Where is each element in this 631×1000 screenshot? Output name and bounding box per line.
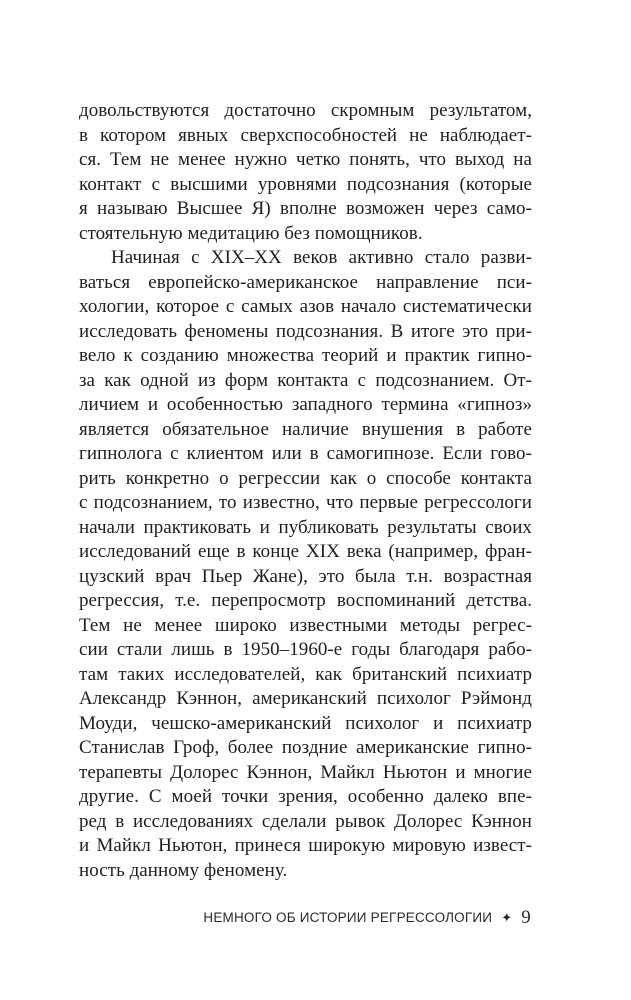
- text-line: хологии, которое с самых азов начало систематически: [79, 296, 532, 317]
- text-line: Начиная с XIX–XX веков активно стало разви-: [111, 247, 532, 268]
- text-line: я называю Высшее Я) вполне возможен через само-: [79, 198, 532, 219]
- text-line: стоятельную медитацию без помощников.: [79, 222, 423, 244]
- text-line: довольствуются достаточно скромным результатом,: [79, 100, 532, 121]
- text-line: личием и особенностью западного термина «гипноз»: [79, 394, 532, 415]
- text-line: исследований еще в конце XIX века (например, фран-: [79, 541, 532, 562]
- page-number: 9: [521, 907, 531, 928]
- text-line: и Майкл Ньютон, принеся широкую мировую извест-: [79, 835, 532, 856]
- text-line: ваться европейско-американское направление пси-: [79, 271, 532, 293]
- running-footer: [0, 906, 531, 928]
- text-line: Александр Кэннон, американский психолог Рэймонд: [79, 688, 532, 709]
- text-line: Тем не менее широко известными методы регрес-: [79, 614, 532, 636]
- text-line: Моуди, чешско-американский психолог и психиатр: [79, 712, 532, 734]
- text-line: Станислав Гроф, более поздние американские гипно-: [79, 737, 532, 758]
- paragraph: [79, 246, 532, 883]
- page-body-text: [79, 99, 532, 883]
- star-separator-icon: ✦: [501, 910, 513, 925]
- text-line: начали практиковать и публиковать результаты своих: [79, 516, 532, 538]
- text-line: за как одной из форм контакта с подсознанием. От-: [79, 369, 532, 391]
- text-line: гипнолога с клиентом или в самогипнозе. Если гово-: [79, 443, 532, 464]
- text-line: терапевты Долорес Кэннон, Майкл Ньютон и многие: [79, 761, 532, 783]
- text-line: с подсознанием, то известно, что первые регрессологи: [79, 492, 532, 513]
- text-line: контакт с высшими уровнями подсознания (которые: [79, 173, 532, 195]
- text-line: сии стали лишь в 1950–1960-е годы благодаря рабо-: [79, 639, 532, 660]
- text-line: ность данному феномену.: [79, 859, 288, 881]
- text-line: цузский врач Пьер Жане), это была т.н. возрастная: [79, 565, 532, 587]
- text-line: ред в исследованиях сделали рывок Долорес Кэннон: [79, 810, 532, 832]
- text-line: рить конкретно о регрессии как о способе контакта: [79, 467, 532, 489]
- paragraph: [79, 99, 532, 246]
- text-line: в котором явных сверхспособностей не наблюдает-: [79, 124, 532, 146]
- text-line: регрессия, т.е. перепросмотр воспоминаний детства.: [79, 590, 532, 611]
- text-line: другие. С моей точки зрения, особенно далеко впе-: [79, 786, 532, 807]
- text-line: ся. Тем не менее нужно четко понять, что выход на: [79, 149, 532, 170]
- running-title: НЕМНОГО ОБ ИСТОРИИ РЕГРЕССОЛОГИИ: [203, 910, 493, 925]
- text-line: вело к созданию множества теорий и практик гипно-: [79, 345, 532, 366]
- text-line: там таких исследователей, как британский психиатр: [79, 663, 532, 685]
- text-line: исследовать феномены подсознания. В итоге это при-: [79, 320, 532, 342]
- text-line: является обязательное наличие внушения в работе: [79, 418, 532, 440]
